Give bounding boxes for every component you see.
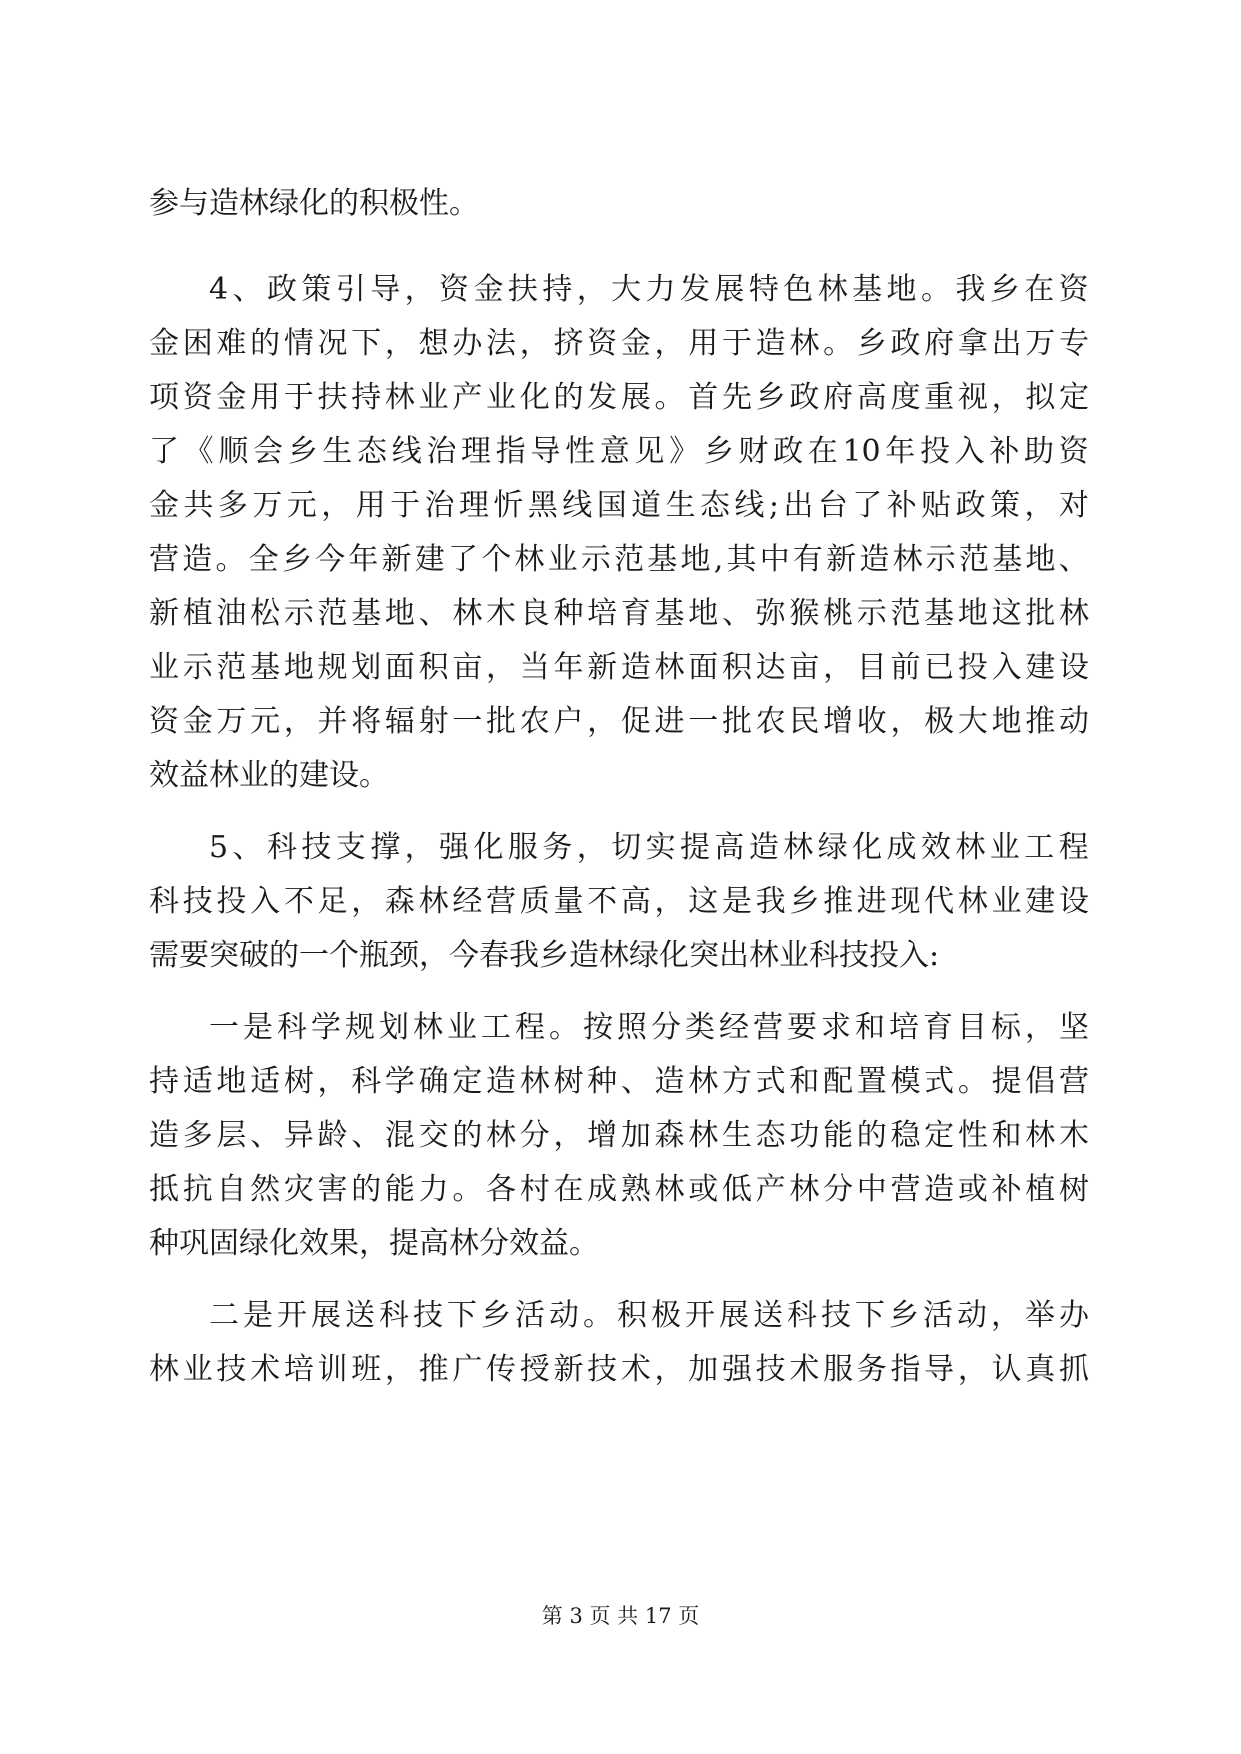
text-line: 4 、 政 策 引 导 ， 资 金 扶 持 ， 大 力 发 展 特 色 林 基 地 。 我 乡 在 资 [209,272,1089,307]
text-line: 一 是 科 学 规 划 林 业 工 程 。 按 照 分 类 经 营 要 求 和 培 育 目 标 ， 坚 [209,1010,1089,1045]
text-line: 二 是 开 展 送 科 技 下 乡 活 动 。 积 极 开 展 送 科 技 下 乡 活 动 ， 举 办 [209,1298,1089,1333]
text-line: 科 技 投 入 不 足 ， 森 林 经 营 质 量 不 高 ， 这 是 我 乡 推 进 现 代 林 业 建 设 [149,884,1089,919]
text-line: 持 适 地 适 树 ， 科 学 确 定 造 林 树 种 、 造 林 方 式 和 配 置 模 式 。 提 倡 营 [149,1064,1089,1099]
text-line: 种巩固绿化效果，提高林分效益。 [149,1226,599,1261]
page-number-footer: 第 3 页 共 17 页 [541,1604,700,1628]
text-line: 需要突破的一个瓶颈，今春我乡造林绿化突出林业科技投入: [149,938,940,973]
text-line: 效益林业的建设。 [149,758,389,793]
text-line: 新 植 油 松 示 范 基 地 、 林 木 良 种 培 育 基 地 、 弥 猴 桃 示 范 基 地 这 批 林 [149,596,1089,631]
text-line: 参与造林绿化的积极性。 [149,186,479,221]
text-line: 了 《 顺 会 乡 生 态 线 治 理 指 导 性 意 见 》 乡 财 政 在 10 年 投 入 补 助 资 [149,434,1089,469]
text-line: 业 示 范 基 地 规 划 面 积 亩 ， 当 年 新 造 林 面 积 达 亩 ， 目 前 已 投 入 建 设 [149,650,1089,685]
text-line: 资 金 万 元 ， 并 将 辐 射 一 批 农 户 ， 促 进 一 批 农 民 增 收 ， 极 大 地 推 动 [149,704,1089,739]
text-line: 金 共 多 万 元 ， 用 于 治 理 忻 黑 线 国 道 生 态 线 ; 出 台 了 补 贴 政 策 ， 对 [149,488,1089,523]
text-line: 项 资 金 用 于 扶 持 林 业 产 业 化 的 发 展 。 首 先 乡 政 府 高 度 重 视 ， 拟 定 [149,380,1089,415]
text-line: 金 困 难 的 情 况 下 ， 想 办 法 ， 挤 资 金 ， 用 于 造 林 。 乡 政 府 拿 出 万 专 [149,326,1089,361]
text-line: 造 多 层 、 异 龄 、 混 交 的 林 分 ， 增 加 森 林 生 态 功 能 的 稳 定 性 和 林 木 [149,1118,1089,1153]
text-line: 营 造 。 全 乡 今 年 新 建 了 个 林 业 示 范 基 地 , 其 中 有 新 造 林 示 范 基 地 、 [149,542,1089,577]
text-line: 林 业 技 术 培 训 班 ， 推 广 传 授 新 技 术 ， 加 强 技 术 服 务 指 导 ， 认 真 抓 [149,1352,1089,1387]
text-line: 抵 抗 自 然 灾 害 的 能 力 。 各 村 在 成 熟 林 或 低 产 林 分 中 营 造 或 补 植 树 [149,1172,1089,1207]
text-line: 5 、 科 技 支 撑 ， 强 化 服 务 ， 切 实 提 高 造 林 绿 化 成 效 林 业 工 程 [209,830,1089,865]
